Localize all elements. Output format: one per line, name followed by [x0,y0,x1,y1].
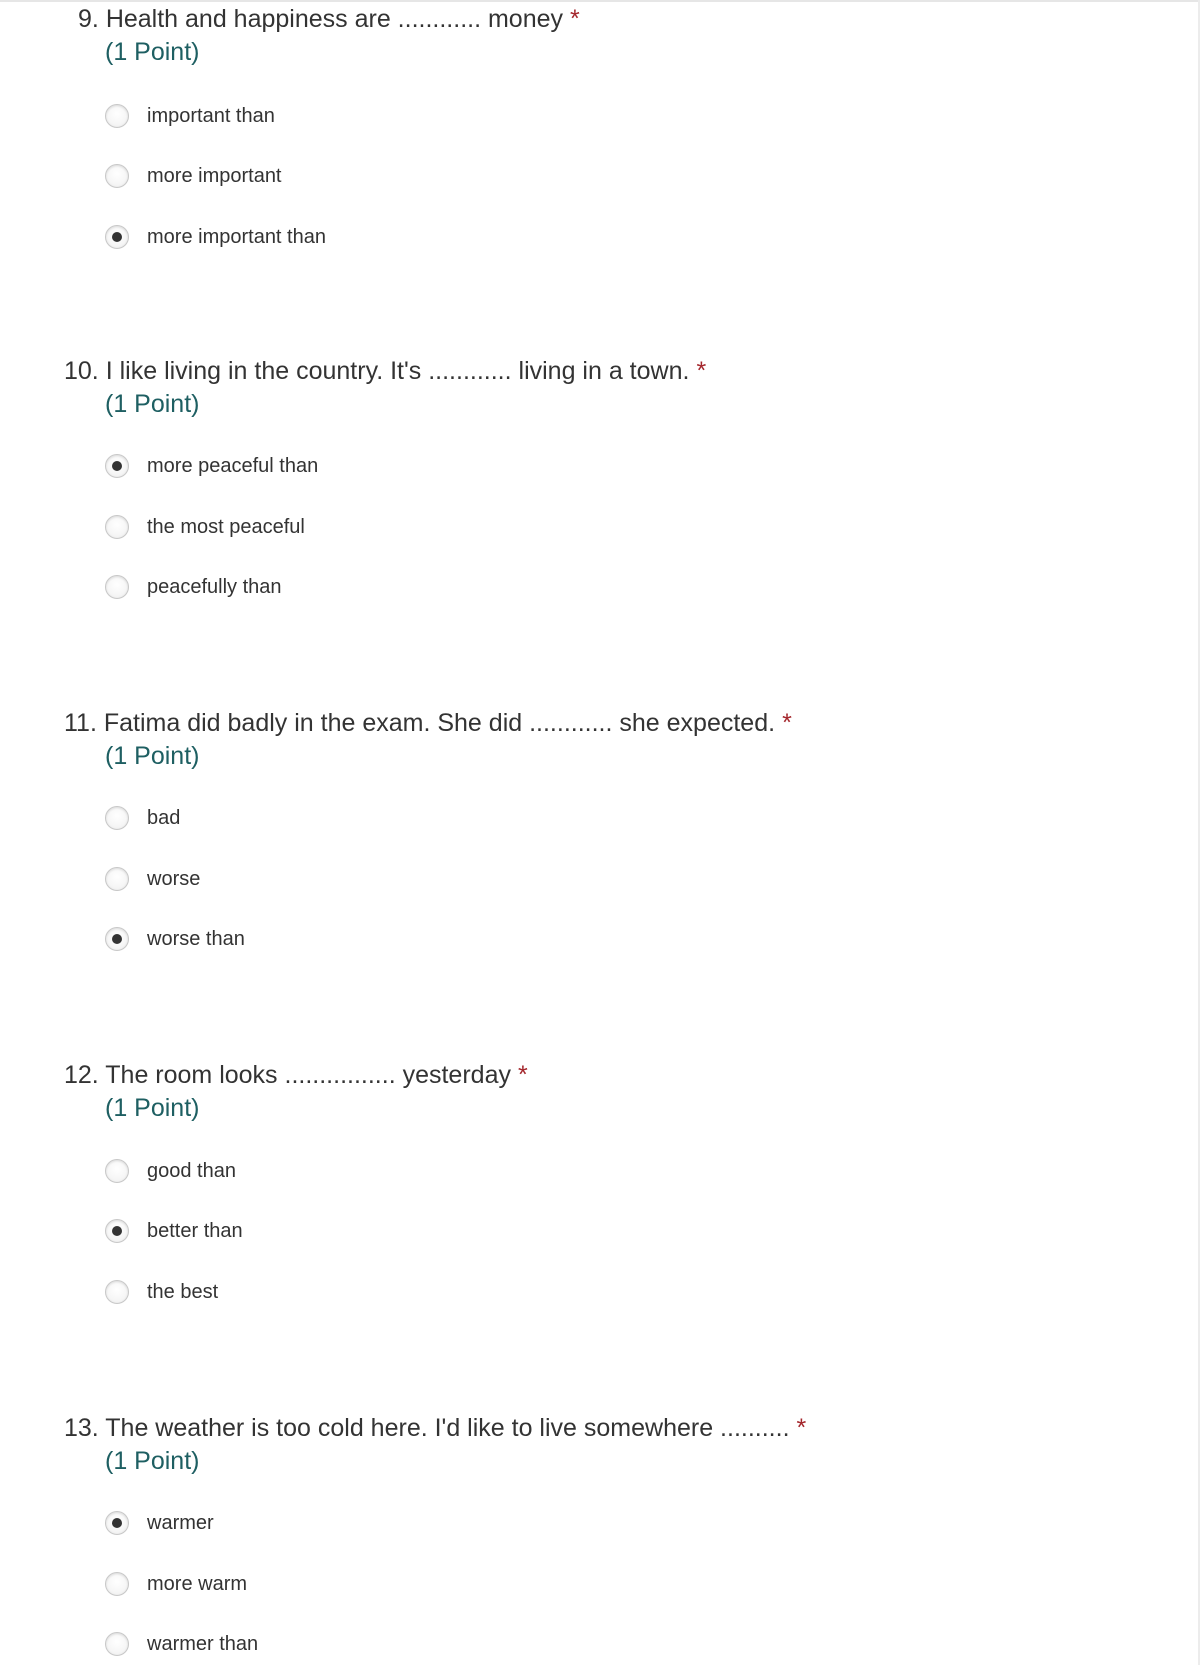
option-label: important than [147,105,275,127]
radio-button[interactable] [105,1632,129,1656]
question-number: 11. [64,709,97,737]
radio-button[interactable] [105,225,129,249]
option-label: worse than [147,928,245,950]
required-asterisk: * [796,1414,807,1442]
question-title [78,2,580,36]
required-asterisk: * [696,357,707,385]
radio-button[interactable] [105,164,129,188]
question-text: The room looks ................ yesterday [105,1061,511,1089]
radio-button[interactable] [105,867,129,891]
radio-button[interactable] [105,515,129,539]
radio-button[interactable] [105,575,129,599]
question-title [64,706,792,740]
question-text: The weather is too cold here. I'd like to live somewhere .......... [105,1414,790,1442]
radio-button[interactable] [105,454,129,478]
radio-button[interactable] [105,1219,129,1243]
required-asterisk: * [570,5,580,33]
question-points: (1 Point) [105,742,200,770]
question-text: Fatima did badly in the exam. She did ............ she expected. [103,709,776,737]
option-label: better than [147,1220,243,1242]
question-title [64,1058,528,1092]
radio-button[interactable] [105,806,129,830]
option-label: warmer than [147,1633,259,1655]
required-asterisk: * [782,709,792,737]
question-number: 10. [64,357,99,385]
question-points: (1 Point) [105,38,200,66]
question-number: 13. [64,1414,99,1442]
radio-button[interactable] [105,1511,129,1535]
question-title [64,354,706,388]
question-points: (1 Point) [105,1094,200,1122]
question-text: Health and happiness are ............ money [105,5,564,33]
option-label: the best [147,1281,219,1303]
option-label: the most peaceful [147,516,305,538]
radio-button[interactable] [105,1280,129,1304]
option-label: more peaceful than [147,455,319,477]
question-number: 12. [64,1061,99,1089]
radio-button[interactable] [105,1159,129,1183]
option-label: good than [147,1160,236,1182]
option-label: warmer [147,1512,214,1534]
radio-button[interactable] [105,927,129,951]
question-points: (1 Point) [105,1447,200,1475]
radio-button[interactable] [105,104,129,128]
option-label: peacefully than [147,576,282,598]
option-label: more important than [147,226,326,248]
option-label: bad [147,807,181,829]
option-label: worse [147,868,201,890]
question-number: 9. [78,5,99,33]
option-label: more important [147,165,282,187]
question-points: (1 Point) [105,390,200,418]
radio-button[interactable] [105,1572,129,1596]
required-asterisk: * [517,1061,528,1089]
question-text: I like living in the country. It's ............ living in a town. [105,357,690,385]
option-label: more warm [147,1573,248,1595]
question-title [64,1411,806,1445]
